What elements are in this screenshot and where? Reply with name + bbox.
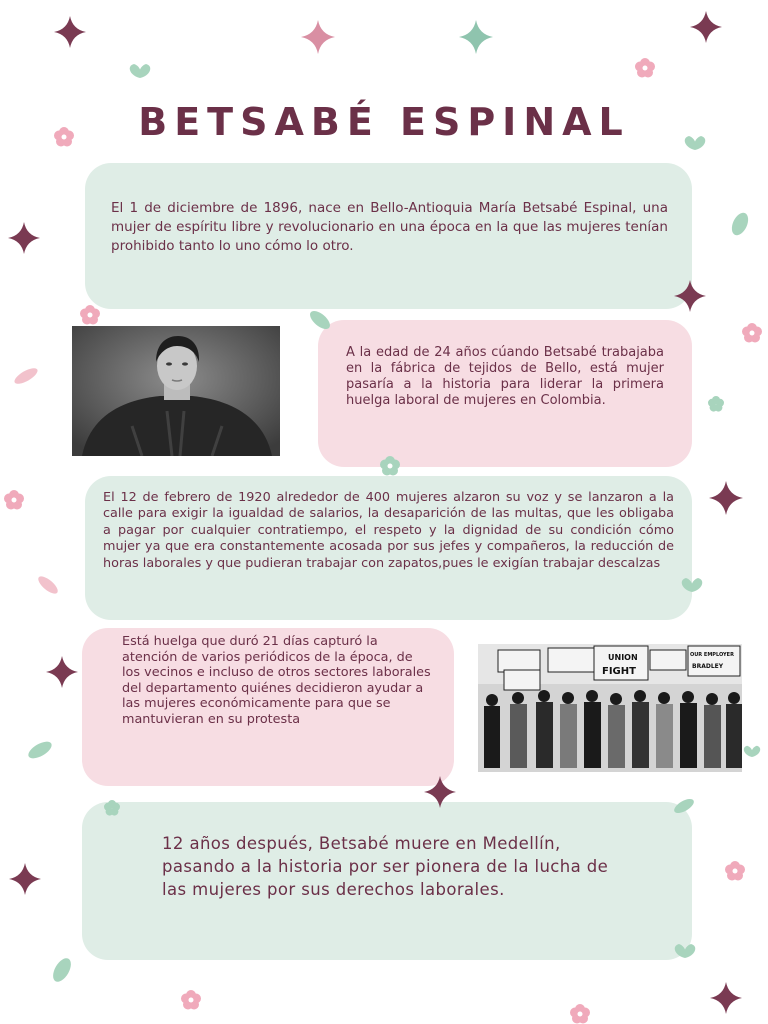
strike-leader-card <box>318 320 692 467</box>
leaf-icon <box>26 738 55 761</box>
flower-icon <box>635 58 655 78</box>
sparkle-star-icon <box>46 656 78 688</box>
strike-support-text: Está huelga que duró 21 días capturó la atención de varios periódicos de la época, de los vecinos e incluso de otros sectores laborales del departamento quiénes decidieron ayudar a las mujeres económicamente para que se mantuvieran en su protesta <box>122 634 431 727</box>
flower-icon <box>708 396 724 412</box>
legacy-card <box>82 802 692 960</box>
sparkle-star-icon <box>709 481 743 515</box>
betsabe-portrait-photo <box>72 326 280 456</box>
intro-text: El 1 de diciembre de 1896, nace en Bello-Antioquia María Betsabé Espinal, una mujer de espíritu libre y revolucionario en una época en la que las mujeres tenían prohibido tanto lo uno cómo lo otro. <box>111 200 668 254</box>
sign-fight: FIGHT <box>602 666 636 677</box>
sign-employer: OUR EMPLOYER <box>690 652 734 658</box>
flower-icon <box>181 990 201 1010</box>
sparkle-star-icon <box>8 222 40 254</box>
leaf-icon <box>130 64 151 78</box>
strike-support-card <box>82 628 454 786</box>
intro-card <box>85 163 692 309</box>
leaf-icon <box>49 955 74 985</box>
sparkle-star-icon <box>54 16 86 48</box>
leaf-icon <box>744 746 760 757</box>
sparkle-star-icon <box>710 982 742 1014</box>
page-title: BETSABÉ ESPINAL <box>138 100 630 144</box>
legacy-text: 12 años después, Betsabé muere en Medellín, pasando a la historia por ser pionera de la lucha de las mujeres por sus derechos laborales. <box>162 834 609 899</box>
protest-photo <box>478 644 742 772</box>
leaf-icon <box>729 210 752 238</box>
flower-icon <box>4 490 24 510</box>
strike-leader-text: A la edad de 24 años cúando Betsabé trabajaba en la fábrica de tejidos de Bello, está mujer pasaría a la historia para liderar la primera huelga laboral de mujeres en Colombia. <box>346 345 664 408</box>
sparkle-star-icon <box>301 20 335 54</box>
sparkle-star-icon <box>459 20 493 54</box>
sparkle-star-icon <box>9 863 41 895</box>
flower-icon <box>725 861 745 881</box>
flower-icon <box>570 1004 590 1024</box>
sign-union: UNION <box>608 653 638 662</box>
flower-icon <box>80 305 100 325</box>
strike-demands-text: El 12 de febrero de 1920 alrededor de 400 mujeres alzaron su voz y se lanzaron a la calle para exigir la igualdad de salarios, la desaparición de las multas, que les obligaba a pagar por cualquier contratiempo, el respeto y la dignidad de su condición cómo mujer ya que era constantemente acosada por sus jefes y compañeros, la reducción de horas laborales y que pudieran trabajar con zapatos,pues le exigían trabajar descalzas <box>103 490 674 571</box>
leaf-icon <box>36 573 61 596</box>
sparkle-star-icon <box>690 11 722 43</box>
sign-bradley: BRADLEY <box>692 663 724 670</box>
strike-demands-card <box>85 476 692 620</box>
flower-icon <box>742 323 762 343</box>
leaf-icon <box>12 365 40 387</box>
